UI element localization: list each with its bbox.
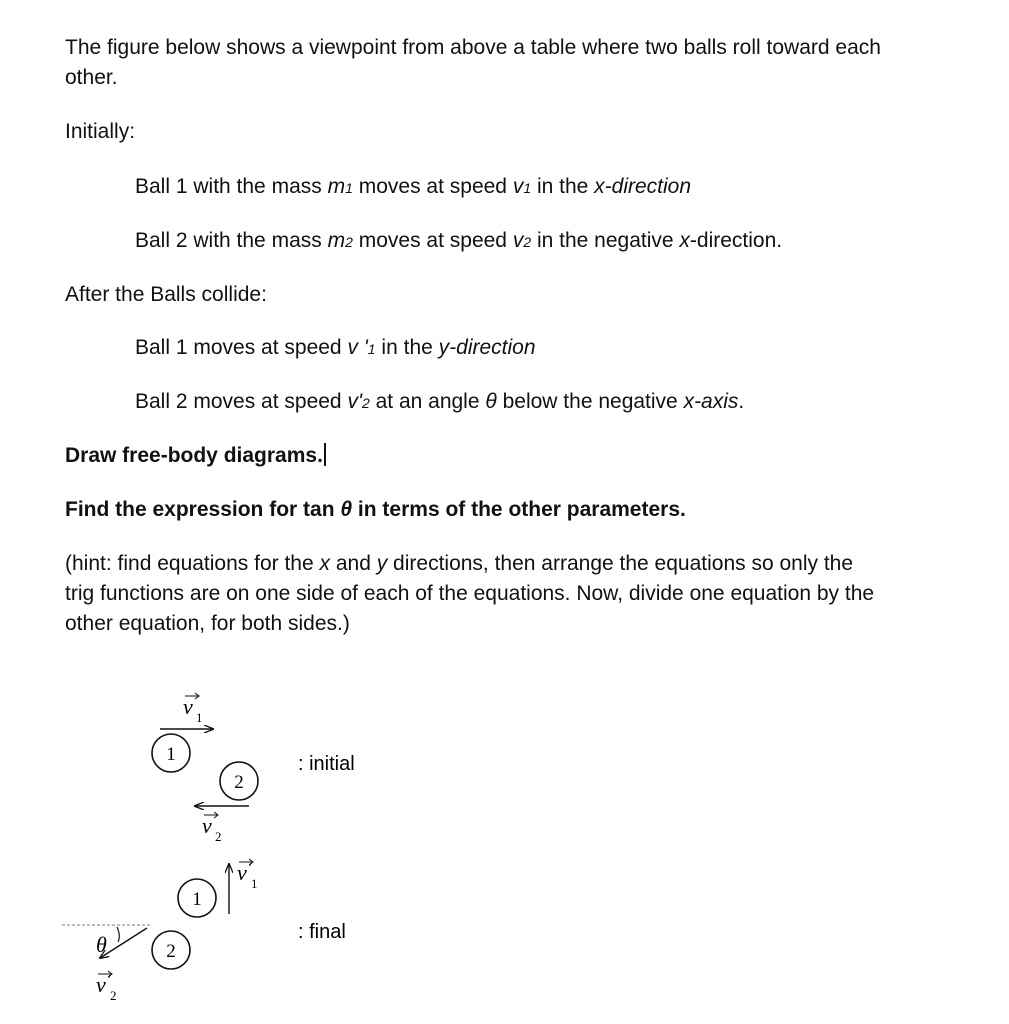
v1-prime-vector-label [237, 859, 258, 891]
ball-2-initial [220, 762, 258, 800]
ball-1-final [178, 879, 216, 917]
hint-line-2: trig functions are on one side of each of the equations. Now, divide one equation by the [65, 582, 875, 605]
v1-vector-label [183, 693, 203, 725]
v2-prime-vector-label [96, 971, 117, 1003]
svg-text:2: 2 [215, 829, 222, 844]
svg-text:1: 1 [251, 876, 258, 891]
svg-text:2: 2 [166, 941, 176, 962]
v2-prime-arrow [100, 928, 147, 958]
initial-ball-1-text: Ball 1 with the mass m1 moves at speed v1 in the x-direction [135, 175, 692, 198]
ball-2-final [152, 931, 190, 969]
svg-text:1: 1 [192, 889, 202, 910]
v2-vector-label [202, 812, 222, 844]
svg-text:v: v [237, 860, 247, 885]
svg-text:1: 1 [166, 744, 176, 765]
svg-text:2: 2 [110, 988, 117, 1003]
svg-text:v: v [202, 813, 212, 838]
task-draw-diagrams: Draw free-body diagrams. [65, 441, 326, 471]
intro-line-2: other. [65, 66, 118, 89]
after-heading: After the Balls collide: [65, 283, 267, 306]
svg-text:′: ′ [108, 973, 112, 988]
initially-heading: Initially: [65, 120, 136, 143]
svg-text:v: v [96, 972, 106, 997]
svg-text:′: ′ [249, 861, 253, 876]
final-ball-2-text: Ball 2 moves at speed v'2 at an angle θ below the negative x-axis. [135, 390, 745, 413]
angle-arc [117, 927, 119, 942]
hint-line-3: other equation, for both sides.) [65, 612, 350, 635]
svg-text:1: 1 [196, 710, 203, 725]
task-find-tan-theta: Find the expression for tan θ in terms of the other parameters. [65, 498, 686, 521]
theta-label: θ [96, 932, 107, 957]
hint-line-1: (hint: find equations for the x and y directions, then arrange the equations so only the [65, 552, 854, 575]
initial-label: : initial [298, 753, 355, 775]
svg-text:v: v [183, 694, 193, 719]
svg-text:2: 2 [234, 772, 244, 793]
ball-1-initial [152, 734, 190, 772]
intro-line-1: The figure below shows a viewpoint from above a table where two balls roll toward each [65, 36, 881, 59]
final-ball-1-text: Ball 1 moves at speed v '1 in the y-direction [135, 336, 536, 359]
final-label: : final [298, 921, 346, 943]
initial-ball-2-text: Ball 2 with the mass m2 moves at speed v2 in the negative x-direction. [135, 229, 783, 252]
